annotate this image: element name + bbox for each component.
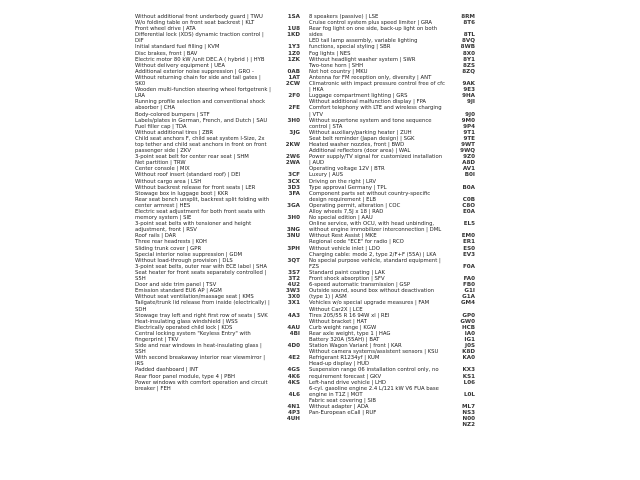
- option-description: Electric seat adjustment for both front seats with memory system | SIE: [135, 209, 267, 222]
- option-description: Body-colored bumpers | STF: [135, 111, 210, 118]
- option-description: Not hot country | MKU: [309, 68, 368, 75]
- option-description: W/o folding table on front seat backrest | KLT: [135, 20, 255, 27]
- option-code: G1A: [462, 294, 475, 301]
- option-description: Differential lock (XDS) dynamic traction control | DIF: [135, 32, 266, 45]
- option-description: Initial standard fuel filling | KVM: [135, 44, 220, 51]
- option-code: 9HA: [462, 93, 475, 100]
- option-description: Stowage tray left and right first row of seats | SVK: [135, 312, 268, 319]
- option-description: Operating permit, alteration | COC: [309, 202, 401, 209]
- option-description: 8 speakers (passive) | LSE: [309, 14, 379, 20]
- option-code: FA0: [463, 276, 475, 283]
- option-code: NS3: [462, 410, 475, 417]
- option-code: 4E2: [288, 355, 300, 362]
- option-code: 9WT: [461, 141, 475, 148]
- option-description: Door and side trim panel | TSV: [135, 282, 217, 289]
- option-description: Without adapter | ADA: [309, 404, 369, 410]
- option-code: 9JI: [466, 99, 475, 106]
- option-code: 1SA: [287, 14, 300, 20]
- option-description: Sliding trunk cover | GPR: [135, 245, 202, 252]
- option-code: 8T6: [463, 20, 475, 27]
- option-code: 3S7: [288, 269, 300, 276]
- option-code: 3X0: [287, 294, 300, 301]
- option-description: Type approval Germany | TPL: [309, 184, 387, 191]
- option-code: 3FA: [288, 190, 300, 197]
- option-code: L0L: [463, 391, 475, 398]
- option-code: 2CW: [285, 81, 300, 88]
- option-code: C8O: [462, 202, 475, 209]
- option-description: Center console | MIX: [135, 166, 190, 173]
- option-code: IG1: [464, 336, 475, 343]
- option-code: 9T1: [463, 129, 475, 136]
- option-description: Component parts set without country-specific design requirement | ELB: [309, 190, 432, 203]
- option-code: 4AU: [287, 324, 300, 331]
- option-description: Refrigerant R1234yf | KUM: [309, 355, 380, 362]
- option-description: Power supply/TV signal for customized installation | AUD: [309, 154, 444, 167]
- option-description: Cruise control system plus speed limiter | GRA: [309, 20, 433, 27]
- option-code: F0A: [462, 263, 475, 270]
- option-description: Rear floor panel module, type 4 | PBH: [135, 373, 235, 380]
- option-code: L06: [463, 379, 475, 386]
- option-description: Charging cable: mode 2, type 2/F+F (55A) | LKA: [309, 251, 437, 258]
- option-description: Side and rear windows in heat-insulating glass | SSH: [135, 343, 264, 356]
- option-code: 9M0: [461, 117, 475, 124]
- option-code: 9TE: [463, 135, 475, 142]
- option-description: Running profile selection and conventional shock absorber | CHA: [135, 99, 267, 112]
- right-codes: [447, 14, 475, 428]
- option-code: EM0: [461, 233, 475, 240]
- option-code: 3NU: [286, 233, 300, 240]
- option-description: Station Wagon Variant | front | KAR: [309, 343, 402, 350]
- option-code: B0I: [464, 172, 475, 179]
- option-code: K8D: [462, 349, 475, 356]
- option-description: No special purpose vehicle, standard equipment | FZS: [309, 257, 443, 270]
- option-code: 8RM: [461, 14, 475, 20]
- option-description: Central locking system "Keyless Entry" with fingerprint | TKV: [135, 330, 253, 343]
- option-code: 4KS: [287, 379, 300, 386]
- option-code: IA0: [464, 330, 475, 337]
- option-description: Power windows with comfort operation and circuit breaker | FEH: [135, 379, 270, 392]
- option-description: Without cargo area | LSH: [135, 178, 202, 185]
- option-description: Operating voltage 12V | BTR: [309, 166, 385, 173]
- option-description: Additional reflectors (door area) | WAL: [309, 148, 411, 155]
- option-description: Without load-through provision | DLS: [135, 257, 233, 264]
- option-code: 4UH: [286, 416, 300, 423]
- option-description: Standard paint coating | LAK: [309, 269, 385, 276]
- option-description: Stowage box in luggage boot | KKR: [135, 190, 229, 197]
- option-description: Driving on the right | LRV: [309, 178, 376, 185]
- option-code: 4N1: [287, 404, 300, 410]
- right-descriptions: [309, 14, 445, 416]
- option-description: Curb weight range | KGW: [309, 324, 377, 331]
- option-code: KS1: [462, 373, 475, 380]
- option-code: FB0: [463, 282, 475, 289]
- option-code: J0S: [464, 343, 475, 350]
- option-description: Seat belt reminder (Japan design) | SGK: [309, 135, 415, 142]
- option-code: 4D0: [287, 343, 300, 350]
- option-description: Wooden multi-function steering wheel fortgetrenk | LRA: [135, 87, 273, 100]
- option-description: Without additional front underbody guard | TWU: [135, 14, 263, 20]
- option-code: 3GA: [287, 202, 300, 209]
- option-code: 1ZK: [287, 56, 300, 63]
- option-description: Without vehicle inlet | LDO: [309, 245, 380, 252]
- option-code: 3CF: [288, 172, 300, 179]
- option-code: 8VQ: [462, 38, 475, 45]
- option-description: Two-tone horn | SHH: [309, 62, 364, 69]
- option-code: C0B: [462, 196, 475, 203]
- option-description: Three rear headrests | KOH: [135, 239, 207, 246]
- option-code: 9P4: [463, 123, 475, 130]
- option-code: 2W6: [286, 154, 300, 161]
- option-code: 3H0: [287, 215, 300, 222]
- option-description: Rear seat bench unsplit, backrest split folding with center armrest | HES: [135, 196, 271, 209]
- option-code: GM4: [460, 300, 475, 307]
- option-description: No special edition | AAU: [309, 215, 373, 222]
- option-code: 3X1: [287, 300, 300, 307]
- option-description: Electric motor 80 kW /unit DEC.A ( hybrid ) | HYB: [135, 56, 265, 63]
- option-code: 4K6: [287, 373, 300, 380]
- option-description: Luggage compartment lighting | GRS: [309, 93, 408, 100]
- option-code: 8Y1: [463, 56, 475, 63]
- option-description: 6-cyl. gasoline engine 2.4 L/121 kW V6 FUA base engine in T1Z | MOT: [309, 385, 441, 398]
- option-description: Without camera systems/assistent sensors | KSU: [309, 349, 439, 356]
- option-code: 9J0: [465, 111, 475, 118]
- option-description: Rear axle weight, type 1 | HAG: [309, 330, 391, 337]
- option-code: 3CX: [287, 178, 300, 185]
- option-code: 8ZS: [463, 62, 475, 69]
- option-description: Online service, with OCU, with head unbinding, without engine immobilizer interconnection | DML: [309, 221, 442, 234]
- option-description: Without headlight washer system | SWR: [309, 56, 416, 63]
- option-code: 4L6: [288, 391, 300, 398]
- option-description: Special interior noise suppression | GDM: [135, 251, 243, 258]
- option-code: 3NG: [286, 227, 300, 234]
- option-code: 2FE: [288, 105, 300, 112]
- option-code: ES0: [463, 245, 475, 252]
- option-description: Fabric seat covering | SIB: [309, 397, 377, 404]
- option-description: Heat-insulating glass windshield | WSS: [135, 318, 238, 325]
- option-code: 4GS: [287, 367, 300, 374]
- option-description: LED tail lamp assembly, variable lighting functions, special styling | SBR: [309, 38, 420, 51]
- option-code: 9E3: [463, 87, 475, 94]
- option-description: 3-point seat belts, outer rear with ECE label | SHA: [135, 263, 267, 270]
- option-description: Without returning chain for side and tail gates | SK0: [135, 74, 263, 88]
- option-code: 3W3: [286, 288, 300, 295]
- option-code: 3T2: [288, 276, 300, 283]
- option-code: ER1: [462, 239, 475, 246]
- option-code: 2WA: [285, 160, 300, 167]
- option-code: 2KW: [285, 141, 300, 148]
- option-description: Antenna for FM reception only, diversity | ANT: [309, 74, 432, 81]
- option-description: Net partition | TRW: [135, 160, 186, 167]
- option-code: 3JG: [289, 129, 300, 136]
- option-description: Vehicles w/o special upgrade measures | FAM: [309, 300, 430, 307]
- option-code: 8WB: [460, 44, 475, 51]
- option-description: Without backrest release for front seats | LER: [135, 184, 256, 191]
- option-description: With second breakaway interior rear viewmirror | IRS: [135, 355, 267, 368]
- option-code: GP0: [462, 312, 475, 319]
- option-code: HCB: [461, 324, 475, 331]
- option-description: Seat heater for front seats separately controlled | S5H: [135, 269, 269, 283]
- option-code: 9AK: [462, 81, 475, 88]
- option-description: Without supertone system and tone sequence control | STA: [309, 117, 434, 130]
- option-description: Head-up display | HUD: [309, 361, 370, 368]
- option-description: Emission standard EU6 AP | AGM: [135, 288, 222, 295]
- option-code: KA0: [462, 355, 475, 362]
- option-description: Battery 320A (55AH) | BAT: [309, 336, 380, 343]
- option-code: N00: [462, 416, 475, 423]
- option-code: B0A: [462, 184, 475, 191]
- option-description: Without bracket | HAT: [309, 318, 367, 325]
- option-description: Tires 205/55 R 16 94W xl | REI: [309, 312, 390, 319]
- option-description: Climatronic with impact pressure control free of cfc | HKA: [309, 81, 447, 94]
- option-description: Comfort telephony with LTE and wireless charging | VTV: [309, 105, 444, 118]
- option-code: A8D: [462, 160, 475, 167]
- option-code: AV1: [462, 166, 475, 173]
- option-code: 1AT: [288, 74, 300, 81]
- option-code: EL5: [463, 221, 475, 228]
- option-description: 6-speed automatic transmission | GSP: [309, 282, 411, 289]
- option-description: Additional exterior noise suppression | GRO -: [135, 68, 254, 75]
- option-code: 3QT: [287, 257, 300, 264]
- option-description: Fog lights | NES: [309, 50, 351, 57]
- option-description: Outside sound, sound box without deactivation (type 1) | ASM: [309, 288, 436, 301]
- option-description: Without additional tires | ZBR: [135, 129, 214, 136]
- option-code: 1Z0: [288, 50, 300, 57]
- option-description: Heated washer nozzles, front | BWD: [309, 141, 405, 148]
- option-code: 4P3: [288, 410, 300, 417]
- option-description: Roof rails | DAR: [135, 233, 177, 240]
- option-code: 3D3: [287, 184, 300, 191]
- option-code: 4A3: [287, 312, 300, 319]
- option-description: Regional code "ECE" for radio | RCO: [309, 239, 404, 246]
- option-description: Without roof insert (standard roof) | DEI: [135, 172, 241, 179]
- option-code: G1I: [464, 288, 475, 295]
- option-description: Without Car2X | LCE: [309, 306, 363, 313]
- option-description: Without delivery equipment | UEA: [135, 62, 226, 69]
- option-code: 1U8: [287, 26, 300, 33]
- option-code: 0AB: [287, 68, 300, 75]
- option-description: Tailgate/trunk lid release from inside (electrically) | SDH: [135, 300, 272, 313]
- option-code: ML7: [461, 404, 475, 410]
- option-code: 3H0: [287, 117, 300, 124]
- option-code: 1KD: [287, 32, 300, 39]
- option-description: Disc brakes, front | BAV: [135, 50, 198, 57]
- option-code: 2F0: [288, 93, 300, 100]
- option-description: Suspension range 06 installation control only, no requirement forecast | GKV: [309, 367, 441, 380]
- option-description: Padded dashboard | INT: [135, 367, 199, 374]
- option-code: NZ2: [462, 422, 475, 429]
- left-codes: [272, 14, 300, 422]
- option-list-sheet: [135, 14, 475, 470]
- option-code: 8TL: [463, 32, 475, 39]
- option-description: Front shock absorption | SFV: [309, 276, 385, 283]
- option-description: Child seat anchors F, child seat system I-Size, 2x top tether and child seat anchors in front on front passenger side | ZKV: [135, 135, 269, 155]
- option-code: 3PH: [287, 245, 300, 252]
- option-code: 4U2: [287, 282, 300, 289]
- option-description: Electrically operated child lock | KDS: [135, 324, 233, 331]
- option-code: EV3: [462, 251, 475, 258]
- option-code: KX3: [462, 367, 475, 374]
- option-description: Alloy wheels 7,5J x 18 | RAD: [309, 209, 384, 215]
- option-description: Left-hand drive vehicle | LHD: [309, 379, 387, 386]
- option-description: Without auxiliary/parking heater | ZUH: [309, 129, 412, 136]
- option-code: E0A: [462, 209, 475, 215]
- left-descriptions: [135, 14, 271, 392]
- option-description: 3-point seat belts with tensioner and height adjustment, front | RSV: [135, 221, 253, 234]
- option-code: GW0: [460, 318, 475, 325]
- option-description: Without additional malfunction display | FPA: [309, 99, 427, 106]
- option-code: 9Z0: [463, 154, 475, 161]
- option-code: 1Y3: [288, 44, 300, 51]
- option-description: Pan-European eCall | RUF: [309, 410, 377, 417]
- option-code: 8X0: [462, 50, 475, 57]
- option-description: Without seat ventilation/massage seat | KMS: [135, 294, 254, 301]
- option-description: Rear fog light on one side, back-up light on both sides: [309, 26, 439, 39]
- option-description: Without Rest Assist | MKE: [309, 233, 377, 240]
- option-description: Front wheel drive | ATA: [135, 26, 196, 33]
- option-code: 9WQ: [460, 148, 475, 155]
- option-code: 8ZQ: [462, 68, 475, 75]
- option-description: Luxury | AUS: [309, 172, 344, 179]
- option-description: Labels/plates in German, French, and Dutch | SAU: [135, 117, 268, 124]
- option-description: Fuel filler cap | TDA: [135, 123, 187, 130]
- option-description: 3-point seat belt for center rear seat | SHM: [135, 154, 249, 161]
- option-code: 4BI: [289, 330, 300, 337]
